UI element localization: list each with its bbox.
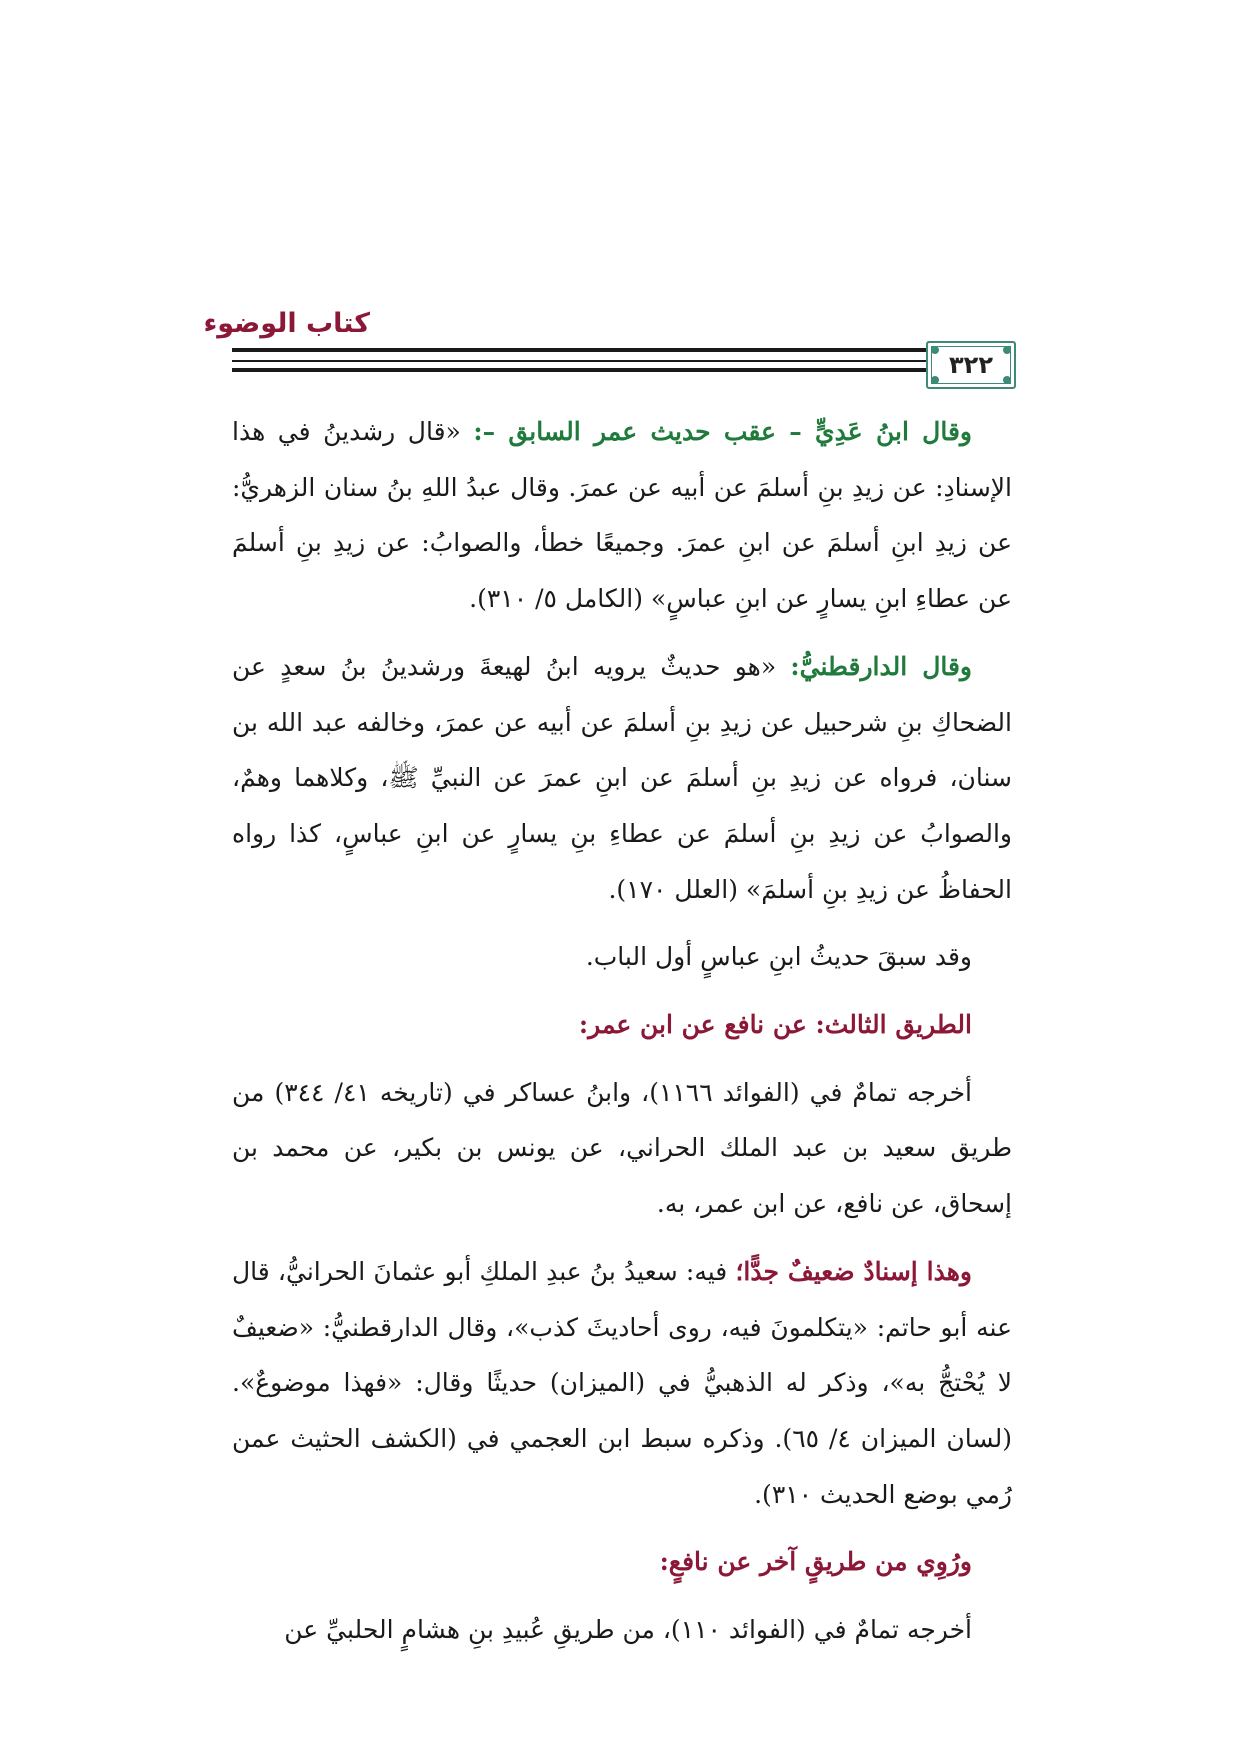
frame-ornament-icon xyxy=(1003,346,1011,354)
paragraph-note: وقد سبقَ حديثُ ابنِ عباسٍ أول الباب. xyxy=(585,942,972,972)
paragraph-takhrij: أخرجه تمامٌ في (الفوائد ١١٦٦)، وابنُ عساكر في (تاريخه ٤١/ ٣٤٤) من طريق سعيد بن عبد الملك الحراني، عن يونس بن بكير، عن محمد بن إسحاق، عن نافع، عن ابن عمر، به. xyxy=(232,1077,1012,1219)
paragraph-ibn-adi xyxy=(232,404,1012,627)
paragraph-text: فيه: سعيدُ بنُ عبدِ الملكِ أبو عثمانَ الحرانيُّ، قال عنه أبو حاتم: «يتكلمونَ فيه، روى أحاديثَ كذب»، وقال الدارقطنيُّ: «ضعيفٌ لا يُحْتجُّ به»، وذكر له الذهبيُّ في (الميزان) حديثًا وقال: «فهذا موضوعٌ». (لسان الميزان ٤/ ٦٥). وذكره سبط ابن العجمي في (الكشف الحثيث عمن رُمي بوضع الحديث ٣١٠). xyxy=(232,1256,1013,1509)
header-rule-top xyxy=(232,348,1010,352)
paragraph-label: وقال ابنُ عَدِيٍّ – عقب حديث عمر السابق –: xyxy=(473,417,972,446)
section-heading: الطريق الثالث: عن نافع عن ابن عمر: xyxy=(578,1010,972,1040)
page-number-frame xyxy=(926,341,1016,389)
paragraph-daraqutni xyxy=(232,639,1012,918)
paragraph-label: وهذا إسنادٌ ضعيفٌ جدًّا؛ xyxy=(735,1256,972,1286)
section-heading: ورُوِي من طريقٍ آخر عن نافعٍ: xyxy=(659,1547,972,1577)
page-header xyxy=(0,0,1240,400)
paragraph-label: وقال الدارقطنيُّ: xyxy=(790,651,973,681)
header-rule-middle xyxy=(232,360,1010,362)
paragraph-isnad-grade xyxy=(232,1244,1012,1523)
page-number: ٣٢٢ xyxy=(949,351,993,379)
frame-ornament-icon xyxy=(931,376,939,384)
header-rule-bottom xyxy=(232,368,1010,372)
frame-ornament-icon xyxy=(931,346,939,354)
page-body xyxy=(232,404,1012,1658)
paragraph-takhrij: أخرجه تمامٌ في (الفوائد ١١٠)، من طريقِ عُبيدِ بنِ هشامٍ الحلبيِّ عن xyxy=(284,1615,972,1645)
book-title: كتاب الوضوء xyxy=(203,308,370,339)
frame-ornament-icon xyxy=(1003,376,1011,384)
paragraph-text: «هو حديثٌ يرويه ابنُ لهيعةَ ورشدينُ بنُ سعدٍ عن الضحاكِ بنِ شرحبيل عن زيدِ بنِ أسلمَ عن أبيه عن عمرَ، وخالفه عبد الله بن سنان، فرواه عن زيدِ بنِ أسلمَ عن ابنِ عمرَ عن النبيِّ ﷺ، وكلاهما وهمٌ، والصوابُ عن زيدِ بنِ أسلمَ عن عطاءِ بنِ يسارٍ عن ابنِ عباسٍ، كذا رواه الحفاظُ عن زيدِ بنِ أسلمَ» (العلل ١٧٠). xyxy=(232,651,1012,904)
paragraph-text: «قال رشدينُ في هذا الإسنادِ: عن زيدِ بنِ أسلمَ عن أبيه عن عمرَ. وقال عبدُ اللهِ بنُ سنان الزهريُّ: عن زيدِ ابنِ أسلمَ عن ابنِ عمرَ. وجميعًا خطأ، والصوابُ: عن زيدِ بنِ أسلمَ عن عطاءِ ابنِ يسارٍ عن ابنِ عباسٍ» (الكامل ٥/ ٣١٠). xyxy=(232,417,1012,614)
